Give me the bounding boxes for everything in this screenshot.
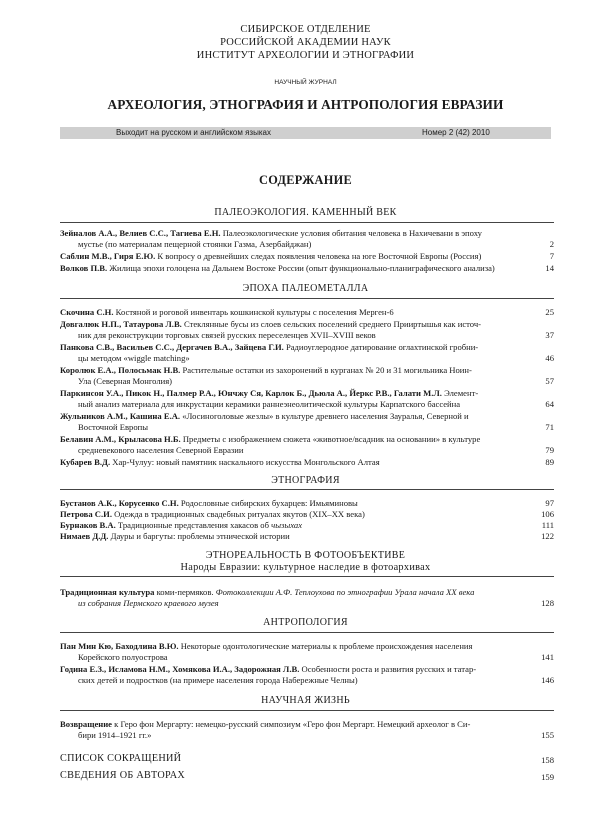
entry-authors: Довгалюк Н.П., Татаурова Л.В.	[60, 319, 182, 329]
entry-title-cont: цы методом «wiggle matching»	[78, 353, 190, 363]
entry-title-cont: мустье (по материалам пещерной стоянки Газма, Азербайджан)	[78, 239, 312, 249]
entry-page: 155	[541, 730, 554, 740]
entry-page: 14	[545, 263, 554, 273]
toc-entry[interactable]	[60, 434, 530, 456]
entry-authors: Скочина С.Н.	[60, 307, 114, 317]
section-rule	[60, 298, 554, 299]
entry-title: Одежда в традиционных свадебных ритуалах якутов (XIX–XX века)	[111, 509, 365, 519]
entry-page: 111	[541, 520, 554, 530]
abbreviations-link[interactable]: СПИСОК СОКРАЩЕНИЙ	[60, 753, 182, 764]
section-title: НАУЧНАЯ ЖИЗНЬ	[261, 695, 350, 706]
entry-title: Традиционные представления хакасов об	[115, 520, 272, 530]
toc-entry[interactable]	[60, 365, 530, 387]
entry-authors: Нимаев Д.Д.	[60, 531, 109, 541]
section-title: АНТРОПОЛОГИЯ	[263, 617, 348, 628]
entry-page: 106	[541, 509, 554, 519]
toc-entry[interactable]	[60, 587, 530, 609]
toc-entry[interactable]	[60, 664, 530, 686]
entry-title: Растительные остатки из захоронений в курганах № 20 и 31 могильника Ноин-	[180, 365, 472, 375]
section-rule	[60, 576, 554, 577]
entry-title-cont: Корейского полуострова	[78, 652, 168, 662]
entry-title: Дауры и баргуты: проблемы этнической истории	[108, 531, 290, 541]
institution-line-2: РОССИЙСКОЙ АКАДЕМИИ НАУК	[220, 37, 391, 48]
entry-authors: Зейналов А.А., Велиев С.С., Тагиева Е.Н.	[60, 228, 221, 238]
institution-line-1: СИБИРСКОЕ ОТДЕЛЕНИЕ	[240, 24, 371, 35]
entry-authors: Белавин А.М., Крыласова Н.Б.	[60, 434, 181, 444]
entry-page: 46	[545, 353, 554, 363]
authors-info-page: 159	[541, 772, 554, 782]
entry-title: к Геро фон Мергарту: немецко-русский симпозиум «Геро фон Мергарт. Немецкий археолог в Си-	[112, 719, 471, 729]
entry-title: Некоторые одонтологические материалы к проблеме происхождения населения	[178, 641, 473, 651]
section-rule	[60, 710, 554, 711]
entry-page: 25	[545, 307, 554, 317]
entry-page: 2	[549, 239, 554, 249]
toc-entry[interactable]	[60, 498, 530, 509]
entry-title-cont: Восточной Европы	[78, 422, 149, 432]
entry-authors: Бурнаков В.А.	[60, 520, 116, 530]
entry-title-cont: ских детей и подростков (на примере населения города Набережные Челны)	[78, 675, 358, 685]
entry-authors: Панкова С.В., Васильев С.С., Дергачев В.А., Зайцева Г.И.	[60, 342, 284, 352]
entry-title: Жилища эпохи голоцена на Дальнем Востоке России (опыт функционально-планиграфического анализа)	[107, 263, 495, 273]
entry-authors: Волков П.В.	[60, 263, 108, 273]
entry-title-cont: бири 1914–1921 гг.»	[78, 730, 152, 740]
entry-page: 71	[545, 422, 554, 432]
institution-line-3: ИНСТИТУТ АРХЕОЛОГИИ И ЭТНОГРАФИИ	[196, 50, 415, 61]
entry-title: Родословные сибирских бухарцев: Имьяминовы	[178, 498, 358, 508]
entry-authors: Пан Мин Кю, Баходлина В.Ю.	[60, 641, 179, 651]
toc-entry[interactable]	[60, 509, 530, 520]
entry-title-italic: чызыхах	[271, 520, 303, 530]
issue-number: Номер 2 (42) 2010	[422, 128, 490, 137]
entry-title: коми-пермяков.	[154, 587, 216, 597]
toc-entry[interactable]	[60, 251, 560, 262]
entry-title-cont: из собрания Пермского краевого музея	[78, 598, 219, 608]
journal-type: НАУЧНЫЙ ЖУРНАЛ	[274, 79, 337, 86]
toc-entry[interactable]	[60, 641, 530, 663]
entry-page: 97	[545, 498, 554, 508]
entry-page: 141	[541, 652, 554, 662]
entry-page: 57	[545, 376, 554, 386]
section-title: ПАЛЕОЭКОЛОГИЯ. КАМЕННЫЙ ВЕК	[214, 207, 397, 218]
toc-entry[interactable]	[60, 520, 530, 531]
entry-page: 79	[545, 445, 554, 455]
toc-entry[interactable]	[60, 388, 530, 410]
entry-page: 146	[541, 675, 554, 685]
entry-title-cont: средневекового населения Северной Евразии	[78, 445, 244, 455]
section-rule	[60, 632, 554, 633]
entry-title: К вопросу о древнейших следах появления человека на юге Восточной Европы (Россия)	[155, 251, 482, 261]
section-title: ЭТНОРЕАЛЬНОСТЬ В ФОТООБЪЕКТИВЕ	[205, 550, 406, 561]
entry-title: Радиоуглеродное датирование оглахтинской гробни-	[283, 342, 479, 352]
entry-authors: Паркинсон У.А., Пикок Н., Палмер Р.А., Юнчжу Ся, Карлок Б., Дьюла А., Йеркс Р.В., Галати М.Л.	[60, 388, 442, 398]
entry-title: Особенности роста и развития русских и татар-	[299, 664, 477, 674]
toc-entry[interactable]	[60, 263, 560, 274]
entry-title-cont: Ула (Северная Монголия)	[78, 376, 173, 386]
entry-authors: Бустанов А.К., Корусенко С.Н.	[60, 498, 179, 508]
entry-title: Предметы с изображением сюжета «животное/всадник на основании» в культуре	[180, 434, 481, 444]
entry-authors: Королюк Е.А., Полосьмак Н.В.	[60, 365, 181, 375]
toc-entry[interactable]	[60, 319, 530, 341]
entry-authors: Возвращение	[60, 719, 112, 729]
section-title: ЭПОХА ПАЛЕОМЕТАЛЛА	[242, 283, 369, 294]
entry-title-cont: ник для реконструкции торговых связей русских переселенцев XVII–XVIII веков	[78, 330, 376, 340]
abbreviations-page: 158	[541, 755, 554, 765]
toc-entry[interactable]	[60, 342, 530, 364]
journal-title: АРХЕОЛОГИЯ, ЭТНОГРАФИЯ И АНТРОПОЛОГИЯ ЕВРАЗИИ	[107, 97, 504, 112]
entry-page: 64	[545, 399, 554, 409]
entry-authors: Година Е.З., Исламова Н.М., Хомякова И.А., Задорожная Л.В.	[60, 664, 300, 674]
entry-page: 7	[549, 251, 554, 261]
entry-title: Костяной и роговой инвентарь кошкинской культуры с поселения Мерген-6	[113, 307, 394, 317]
entry-page: 37	[545, 330, 554, 340]
toc-entry[interactable]	[60, 457, 530, 468]
contents-title: СОДЕРЖАНИЕ	[259, 173, 352, 187]
entry-title-cont: ный анализ материала для инкрустации керамики раннеэнеолитической культуры Карпатского бассейна	[78, 399, 461, 409]
entry-title: «Лосиноголовые жезлы» в культуре древнего населения Зауралья, Северной и	[180, 411, 469, 421]
section-subtitle: Народы Евразии: культурное наследие в фотоархивах	[180, 562, 431, 573]
issue-band	[60, 127, 551, 139]
toc-entry[interactable]	[60, 228, 530, 250]
entry-page: 89	[545, 457, 554, 467]
section-title: ЭТНОГРАФИЯ	[271, 475, 340, 486]
entry-authors: Кубарев В.Д.	[60, 457, 111, 467]
authors-info-link[interactable]: СВЕДЕНИЯ ОБ АВТОРАХ	[60, 770, 186, 781]
entry-title-italic: Фотоколлекции А.Ф. Теплоухова по этнографии Урала начала XX века	[215, 587, 475, 597]
entry-authors: Традиционная культура	[60, 587, 155, 597]
section-rule	[60, 222, 554, 223]
toc-entry[interactable]	[60, 307, 530, 318]
languages-note: Выходит на русском и английском языках	[116, 128, 271, 137]
entry-authors: Петрова С.И.	[60, 509, 112, 519]
section-rule	[60, 489, 554, 490]
entry-title: Палеоэкологические условия обитания человека в Нахичевани в эпоху	[220, 228, 482, 238]
entry-title: Стеклянные бусы из слоев сельских поселений среднего Прииртышья как источ-	[181, 319, 482, 329]
entry-page: 128	[541, 598, 554, 608]
entry-title: Хар-Чулуу: новый памятник наскального искусства Монгольского Алтая	[110, 457, 380, 467]
entry-title: Элемент-	[441, 388, 479, 398]
toc-entry[interactable]	[60, 411, 530, 433]
toc-entry[interactable]	[60, 531, 530, 542]
entry-authors: Жульников А.М., Кашина Е.А.	[60, 411, 181, 421]
toc-entry[interactable]	[60, 719, 530, 741]
entry-page: 122	[541, 531, 554, 541]
entry-authors: Саблин М.В., Гиря Е.Ю.	[60, 251, 156, 261]
